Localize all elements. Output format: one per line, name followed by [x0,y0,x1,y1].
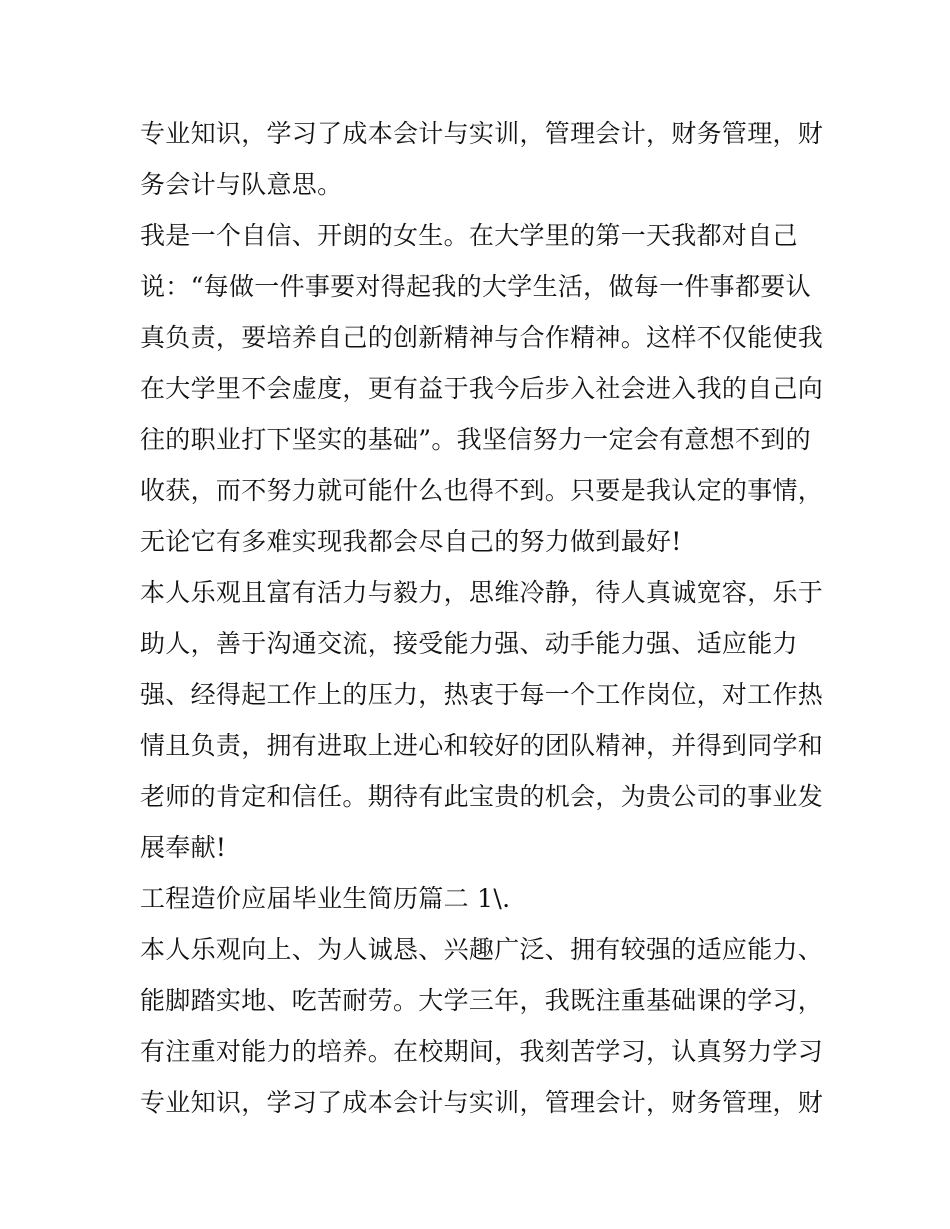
section-heading: 工程造价应届毕业生简历篇二 1\. [140,884,511,913]
text-line: 本人乐观且富有活力与毅力，思维冷静，待人真诚宽容，乐于 [140,578,824,607]
text-line: 在大学里不会虚度，更有益于我今后步入社会进入我的自己向 [140,374,824,403]
text-line: 往的职业打下坚实的基础”。我坚信努力一定会有意想不到的 [140,425,811,454]
text-line: 专业知识，学习了成本会计与实训，管理会计，财务管理，财 [140,119,824,148]
text-line: 情且负责，拥有进取上进心和较好的团队精神，并得到同学和 [140,731,824,760]
text-line: 本人乐观向上、为人诚恳、兴趣广泛、拥有较强的适应能力、 [140,935,824,964]
text-line: 老师的肯定和信任。期待有此宝贵的机会，为贵公司的事业发 [140,782,824,811]
text-line: 展奉献! [140,833,227,862]
text-line: 我是一个自信、开朗的女生。在大学里的第一天我都对自己 [140,221,798,250]
text-line: 强、经得起工作上的压力，热衷于每一个工作岗位，对工作热 [140,680,824,709]
text-line: 真负责，要培养自己的创新精神与合作精神。这样不仅能使我 [140,323,824,352]
text-line: 说：“每做一件事要对得起我的大学生活，做每一件事都要认 [140,272,811,301]
text-line: 专业知识，学习了成本会计与实训，管理会计，财务管理，财 [140,1088,824,1117]
text-line: 务会计与队意思。 [140,170,343,199]
text-line: 无论它有多难实现我都会尽自己的努力做到最好! [140,527,682,556]
text-line: 有注重对能力的培养。在校期间，我刻苦学习，认真努力学习 [140,1037,824,1066]
text-line: 能脚踏实地、吃苦耐劳。大学三年，我既注重基础课的学习， [140,986,824,1015]
text-line: 收获，而不努力就可能什么也得不到。只要是我认定的事情， [140,476,824,505]
document-body [140,108,824,1128]
text-line: 助人，善于沟通交流，接受能力强、动手能力强、适应能力 [140,629,798,658]
